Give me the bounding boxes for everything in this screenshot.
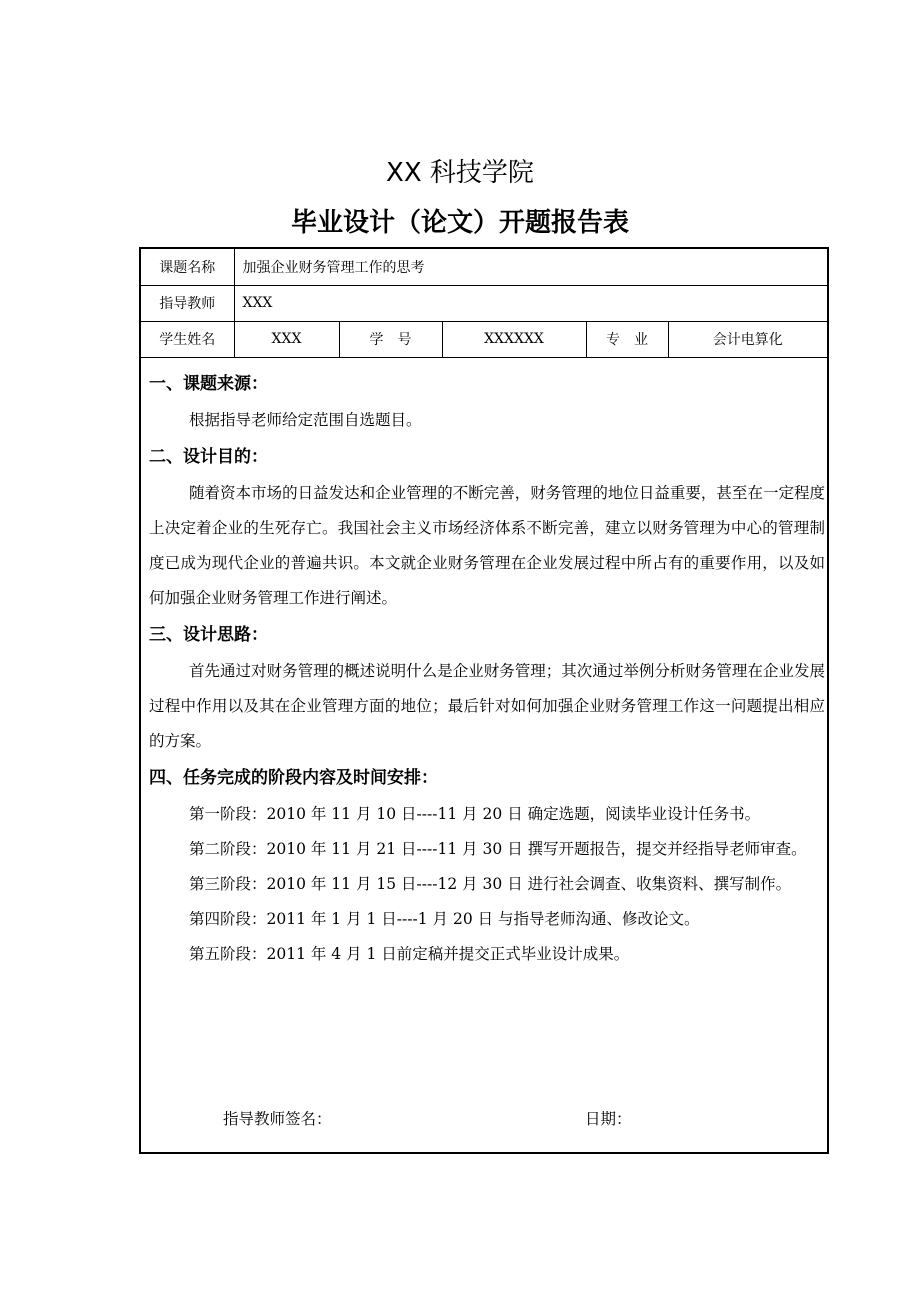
topic-label: 课题名称: [141, 249, 234, 285]
topic-value: 加强企业财务管理工作的思考: [234, 249, 827, 285]
stage-4: 第四阶段：2011 年 1 月 1 日----1 月 20 日 与指导老师沟通、修改论文。: [189, 910, 700, 928]
stage-2: 第二阶段：2010 年 11 月 21 日----11 月 30 日 撰写开题报告，提交并经指导老师审查。: [189, 840, 807, 858]
stage-5: 第五阶段：2011 年 4 月 1 日前定稿并提交正式毕业设计成果。: [189, 945, 630, 963]
major-value: 会计电算化: [668, 321, 827, 357]
report-form: [139, 247, 829, 1154]
school-title: XX 科技学院: [386, 158, 534, 188]
advisor-signature-label: 指导教师签名：: [223, 1110, 332, 1128]
section1-heading: 一、课题来源：: [149, 374, 268, 394]
advisor-row: [141, 285, 827, 321]
section3-heading: 三、设计思路：: [149, 625, 268, 645]
section3-text: 首先通过对财务管理的概述说明什么是企业财务管理；其次通过举例分析财务管理在企业发展过程中作用以及其在企业管理方面的地位；最后针对如何加强企业财务管理工作这一问题提出相应的方案。: [149, 662, 825, 750]
student-value: XXX: [234, 321, 339, 357]
section2-text: 随着资本市场的日益发达和企业管理的不断完善，财务管理的地位日益重要，甚至在一定程度上决定着企业的生死存亡。我国社会主义市场经济体系不断完善，建立以财务管理为中心的管理制度已成为现代企业的普遍共识。本文就企业财务管理在企业发展过程中所占有的重要作用，以及如何加强企业财务管理工作进行阐述。: [149, 484, 825, 607]
student-row: [141, 321, 827, 357]
major-label: 专 业: [586, 321, 668, 357]
id-label: 学 号: [339, 321, 442, 357]
report-content: [149, 365, 825, 972]
stage-3: 第三阶段：2010 年 11 月 15 日----12 月 30 日 进行社会调查、收集资料、撰写制作。: [189, 875, 792, 893]
section1-text: 根据指导老师给定范围自选题目。: [189, 411, 422, 429]
advisor-label: 指导教师: [141, 285, 234, 321]
stage-1: 第一阶段：2010 年 11 月 10 日----11 月 20 日 确定选题，阅读毕业设计任务书。: [189, 805, 761, 823]
student-label: 学生姓名: [141, 321, 234, 357]
info-table: [141, 249, 827, 358]
topic-row: [141, 249, 827, 285]
section4-heading: 四、任务完成的阶段内容及时间安排：: [149, 768, 438, 788]
form-title: 毕业设计（论文）开题报告表: [290, 208, 629, 238]
advisor-value: XXX: [234, 285, 827, 321]
section2-heading: 二、设计目的：: [149, 447, 268, 467]
date-label: 日期：: [585, 1110, 632, 1128]
id-value: XXXXXX: [442, 321, 586, 357]
